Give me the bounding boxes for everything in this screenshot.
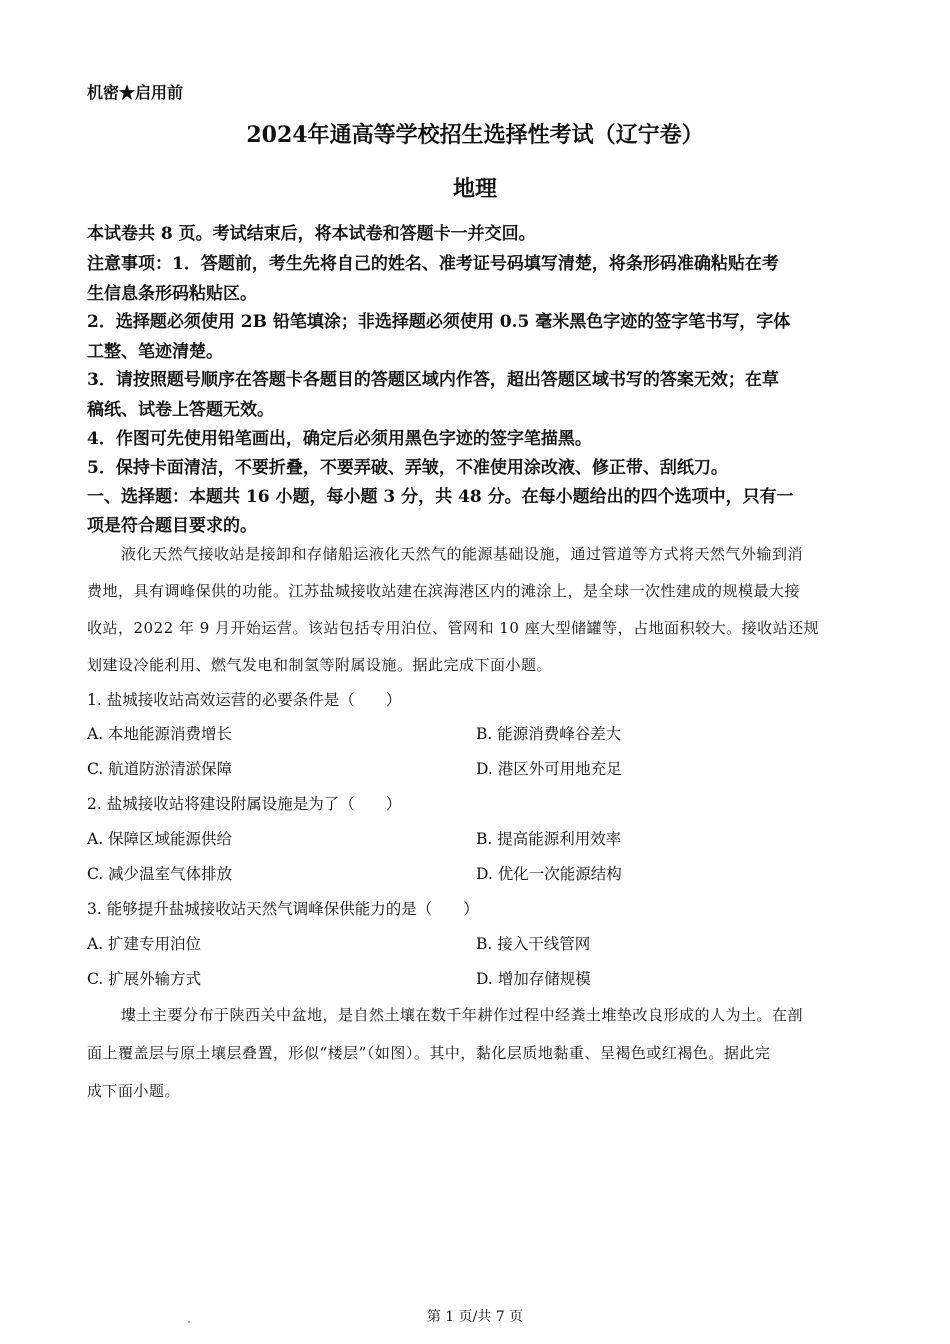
option-b: B. 提高能源利用效率 bbox=[476, 830, 622, 848]
question-stem: 3. 能够提升盐城接收站天然气调峰保供能力的是（ ） bbox=[87, 900, 479, 918]
option-a: A. 保障区域能源供给 bbox=[87, 830, 233, 848]
option-a: A. 扩建专用泊位 bbox=[87, 935, 202, 953]
passage-line: 液化天然气接收站是接卸和存储船运液化天然气的能源基础设施，通过管道等方式将天然气外输到消 bbox=[121, 545, 804, 563]
section-heading: 一、选择题：本题共 16 小题，每小题 3 分，共 48 分。在每小题给出的四个选项中，只有一 bbox=[87, 487, 794, 507]
option-a: A. 本地能源消费增长 bbox=[87, 725, 233, 743]
notice-line: 3．请按照题号顺序在答题卡各题目的答题区域内作答，超出答题区域书写的答案无效；在草 bbox=[87, 370, 779, 390]
notice-line: 注意事项：1．答题前，考生先将自己的姓名、准考证号码填写清楚，将条形码准确粘贴在考 bbox=[87, 254, 779, 274]
passage-line: 成下面小题。 bbox=[87, 1082, 181, 1100]
passage-line: 面上覆盖层与原土壤层叠置，形似“楼层”（如图）。其中，黏化层质地黏重、呈褐色或红褐色。据此完 bbox=[87, 1044, 771, 1062]
option-c: C. 扩展外输方式 bbox=[87, 970, 202, 988]
passage-line: 划建设冷能利用、燃气发电和制氢等附属设施。据此完成下面小题。 bbox=[87, 656, 553, 674]
option-d: D. 港区外可用地充足 bbox=[476, 760, 622, 778]
option-c: C. 减少温室气体排放 bbox=[87, 865, 233, 883]
notice-line: 工整、笔迹清楚。 bbox=[87, 342, 223, 362]
notice-line: 4．作图可先使用铅笔画出，确定后必须用黑色字迹的签字笔描黑。 bbox=[87, 429, 592, 449]
passage-line: 塿土主要分布于陕西关中盆地，是自然土壤在数千年耕作过程中经粪土堆垫改良形成的人为土。在剖 bbox=[121, 1006, 804, 1024]
notice-line: 生信息条形码粘贴区。 bbox=[87, 284, 257, 304]
option-b: B. 接入干线管网 bbox=[476, 935, 591, 953]
notice-line: 稿纸、试卷上答题无效。 bbox=[87, 400, 274, 420]
scan-dot bbox=[188, 1321, 190, 1323]
notice-line: 2．选择题必须使用 2B 铅笔填涂；非选择题必须使用 0.5 毫米黑色字迹的签字笔书写，字体 bbox=[87, 312, 791, 332]
option-b: B. 能源消费峰谷差大 bbox=[476, 725, 622, 743]
page-number: 第 1 页/共 7 页 bbox=[426, 1309, 524, 1325]
passage-line: 收站，2022 年 9 月开始运营。该站包括专用泊位、管网和 10 座大型储罐等，占地面积较大。接收站还规 bbox=[87, 619, 820, 637]
confidential-label: 机密★启用前 bbox=[87, 83, 184, 102]
section-heading: 项是符合题目要求的。 bbox=[87, 516, 257, 536]
exam-title: 2024年通高等学校招生选择性考试（辽宁卷） bbox=[246, 122, 704, 148]
question-stem: 2. 盐城接收站将建设附属设施是为了（ ） bbox=[87, 795, 402, 813]
notice-line: 本试卷共 8 页。考试结束后，将本试卷和答题卡一并交回。 bbox=[87, 224, 536, 244]
option-d: D. 增加存储规模 bbox=[476, 970, 591, 988]
question-stem: 1. 盐城接收站高效运营的必要条件是（ ） bbox=[87, 691, 402, 709]
option-d: D. 优化一次能源结构 bbox=[476, 865, 622, 883]
passage-line: 费地，具有调峰保供的功能。江苏盐城接收站建在滨海港区内的滩涂上，是全球一次性建成的规模最大接 bbox=[87, 582, 801, 600]
notice-line: 5．保持卡面清洁，不要折叠，不要弄破、弄皱，不准使用涂改液、修正带、刮纸刀。 bbox=[87, 458, 728, 478]
option-c: C. 航道防淤清淤保障 bbox=[87, 760, 233, 778]
subject-title: 地理 bbox=[452, 176, 497, 202]
